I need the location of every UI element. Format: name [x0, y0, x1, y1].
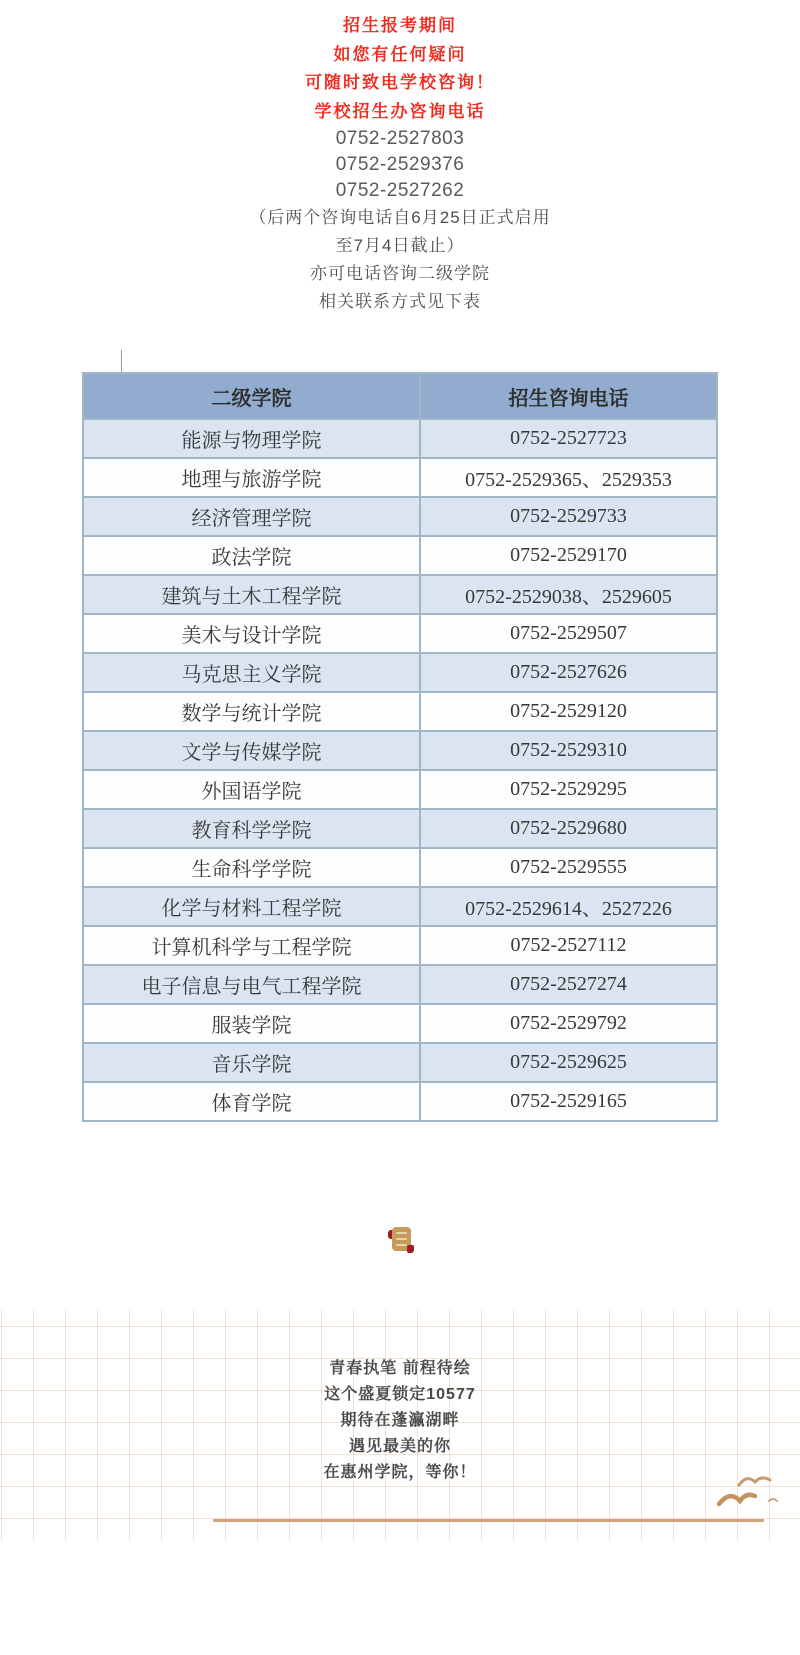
table-row: [83, 731, 717, 770]
college-name-cell: 外国语学院: [83, 770, 420, 809]
college-phone-cell: 0752-2529165: [420, 1082, 717, 1121]
college-name-cell: 政法学院: [83, 536, 420, 575]
table-row: [83, 692, 717, 731]
college-name-cell: 电子信息与电气工程学院: [83, 965, 420, 1004]
college-phone-cell: 0752-2529295: [420, 770, 717, 809]
notice-note-line: 至7月4日截止）: [335, 236, 465, 255]
college-phone-cell: 0752-2529792: [420, 1004, 717, 1043]
table-body: [83, 419, 717, 1121]
table-row: [83, 614, 717, 653]
college-phone-cell: 0752-2529680: [420, 809, 717, 848]
college-phone-cell: 0752-2529310: [420, 731, 717, 770]
college-phone-cell: 0752-2529365、2529353: [420, 458, 717, 497]
notice-block: [0, 0, 800, 316]
column-header-college: 二级学院: [83, 373, 420, 419]
college-phone-cell: 0752-2527274: [420, 965, 717, 1004]
scroll-icon: [387, 1226, 414, 1253]
table-row: [83, 887, 717, 926]
college-phone-cell: 0752-2529038、2529605: [420, 575, 717, 614]
footer-slogan: [0, 1309, 800, 1486]
footer-slogan-line: 遇见最美的你: [348, 1438, 451, 1455]
table-row: [83, 1043, 717, 1082]
admissions-phone-number: 0752-2529376: [335, 154, 465, 175]
college-phone-cell: 0752-2529120: [420, 692, 717, 731]
notice-note-line: 相关联系方式见下表: [319, 292, 481, 311]
notice-red-line: 学校招生办咨询电话: [314, 101, 486, 121]
table-row: [83, 1082, 717, 1121]
admissions-office-phones: [0, 126, 800, 204]
college-name-cell: 经济管理学院: [83, 497, 420, 536]
table-row: [83, 653, 717, 692]
table-row: [83, 809, 717, 848]
college-name-cell: 服装学院: [83, 1004, 420, 1043]
college-phone-cell: 0752-2529555: [420, 848, 717, 887]
decorative-underline: [213, 1519, 764, 1522]
footer-slogan-line: 青春执笔 前程待绘: [329, 1360, 471, 1377]
admissions-phone-number: 0752-2527262: [335, 180, 465, 201]
college-phone-cell: 0752-2527723: [420, 419, 717, 458]
table-row: [83, 419, 717, 458]
college-name-cell: 计算机科学与工程学院: [83, 926, 420, 965]
college-name-cell: 生命科学学院: [83, 848, 420, 887]
college-name-cell: 地理与旅游学院: [83, 458, 420, 497]
text-cursor-artifact: [121, 350, 122, 372]
notice-note-line: （后两个咨询电话自6月25日正式启用: [249, 208, 551, 227]
table-row: [83, 458, 717, 497]
college-name-cell: 建筑与土木工程学院: [83, 575, 420, 614]
table-row: [83, 770, 717, 809]
table-row: [83, 536, 717, 575]
notice-red-lines: [0, 12, 800, 126]
footer-banner: [0, 1309, 800, 1541]
college-name-cell: 美术与设计学院: [83, 614, 420, 653]
table-row: [83, 848, 717, 887]
table-row: [83, 965, 717, 1004]
college-name-cell: 化学与材料工程学院: [83, 887, 420, 926]
college-name-cell: 体育学院: [83, 1082, 420, 1121]
college-phone-cell: 0752-2529170: [420, 536, 717, 575]
college-phone-cell: 0752-2529507: [420, 614, 717, 653]
college-phone-cell: 0752-2529614、2527226: [420, 887, 717, 926]
college-name-cell: 音乐学院: [83, 1043, 420, 1082]
college-name-cell: 能源与物理学院: [83, 419, 420, 458]
college-phone-cell: 0752-2529625: [420, 1043, 717, 1082]
footer-slogan-line: 期待在蓬瀛湖畔: [340, 1412, 460, 1429]
college-phone-cell: 0752-2527626: [420, 653, 717, 692]
notice-red-line: 招生报考期间: [343, 16, 457, 35]
college-phone-table: [82, 372, 718, 1122]
table-row: [83, 575, 717, 614]
college-phone-cell: 0752-2529733: [420, 497, 717, 536]
college-name-cell: 数学与统计学院: [83, 692, 420, 731]
college-phone-cell: 0752-2527112: [420, 926, 717, 965]
notice-note-lines: [0, 204, 800, 316]
footer-slogan-line: 这个盛夏锁定10577: [324, 1386, 476, 1403]
college-name-cell: 教育科学学院: [83, 809, 420, 848]
college-name-cell: 文学与传媒学院: [83, 731, 420, 770]
scroll-curl-bottom-right: [407, 1245, 414, 1253]
college-name-cell: 马克思主义学院: [83, 653, 420, 692]
footer-slogan-line: 在惠州学院，等你！: [323, 1464, 477, 1481]
table-row: [83, 926, 717, 965]
notice-note-line: 亦可电话咨询二级学院: [310, 264, 490, 283]
column-header-phone: 招生咨询电话: [420, 373, 717, 419]
table-row: [83, 497, 717, 536]
admissions-phone-number: 0752-2527803: [335, 128, 465, 149]
notice-red-line: 如您有任何疑问: [333, 44, 467, 64]
table-header-row: [83, 373, 717, 419]
birds-icon: [703, 1457, 798, 1519]
notice-red-line: 可随时致电学校咨询！: [305, 73, 495, 92]
table-row: [83, 1004, 717, 1043]
